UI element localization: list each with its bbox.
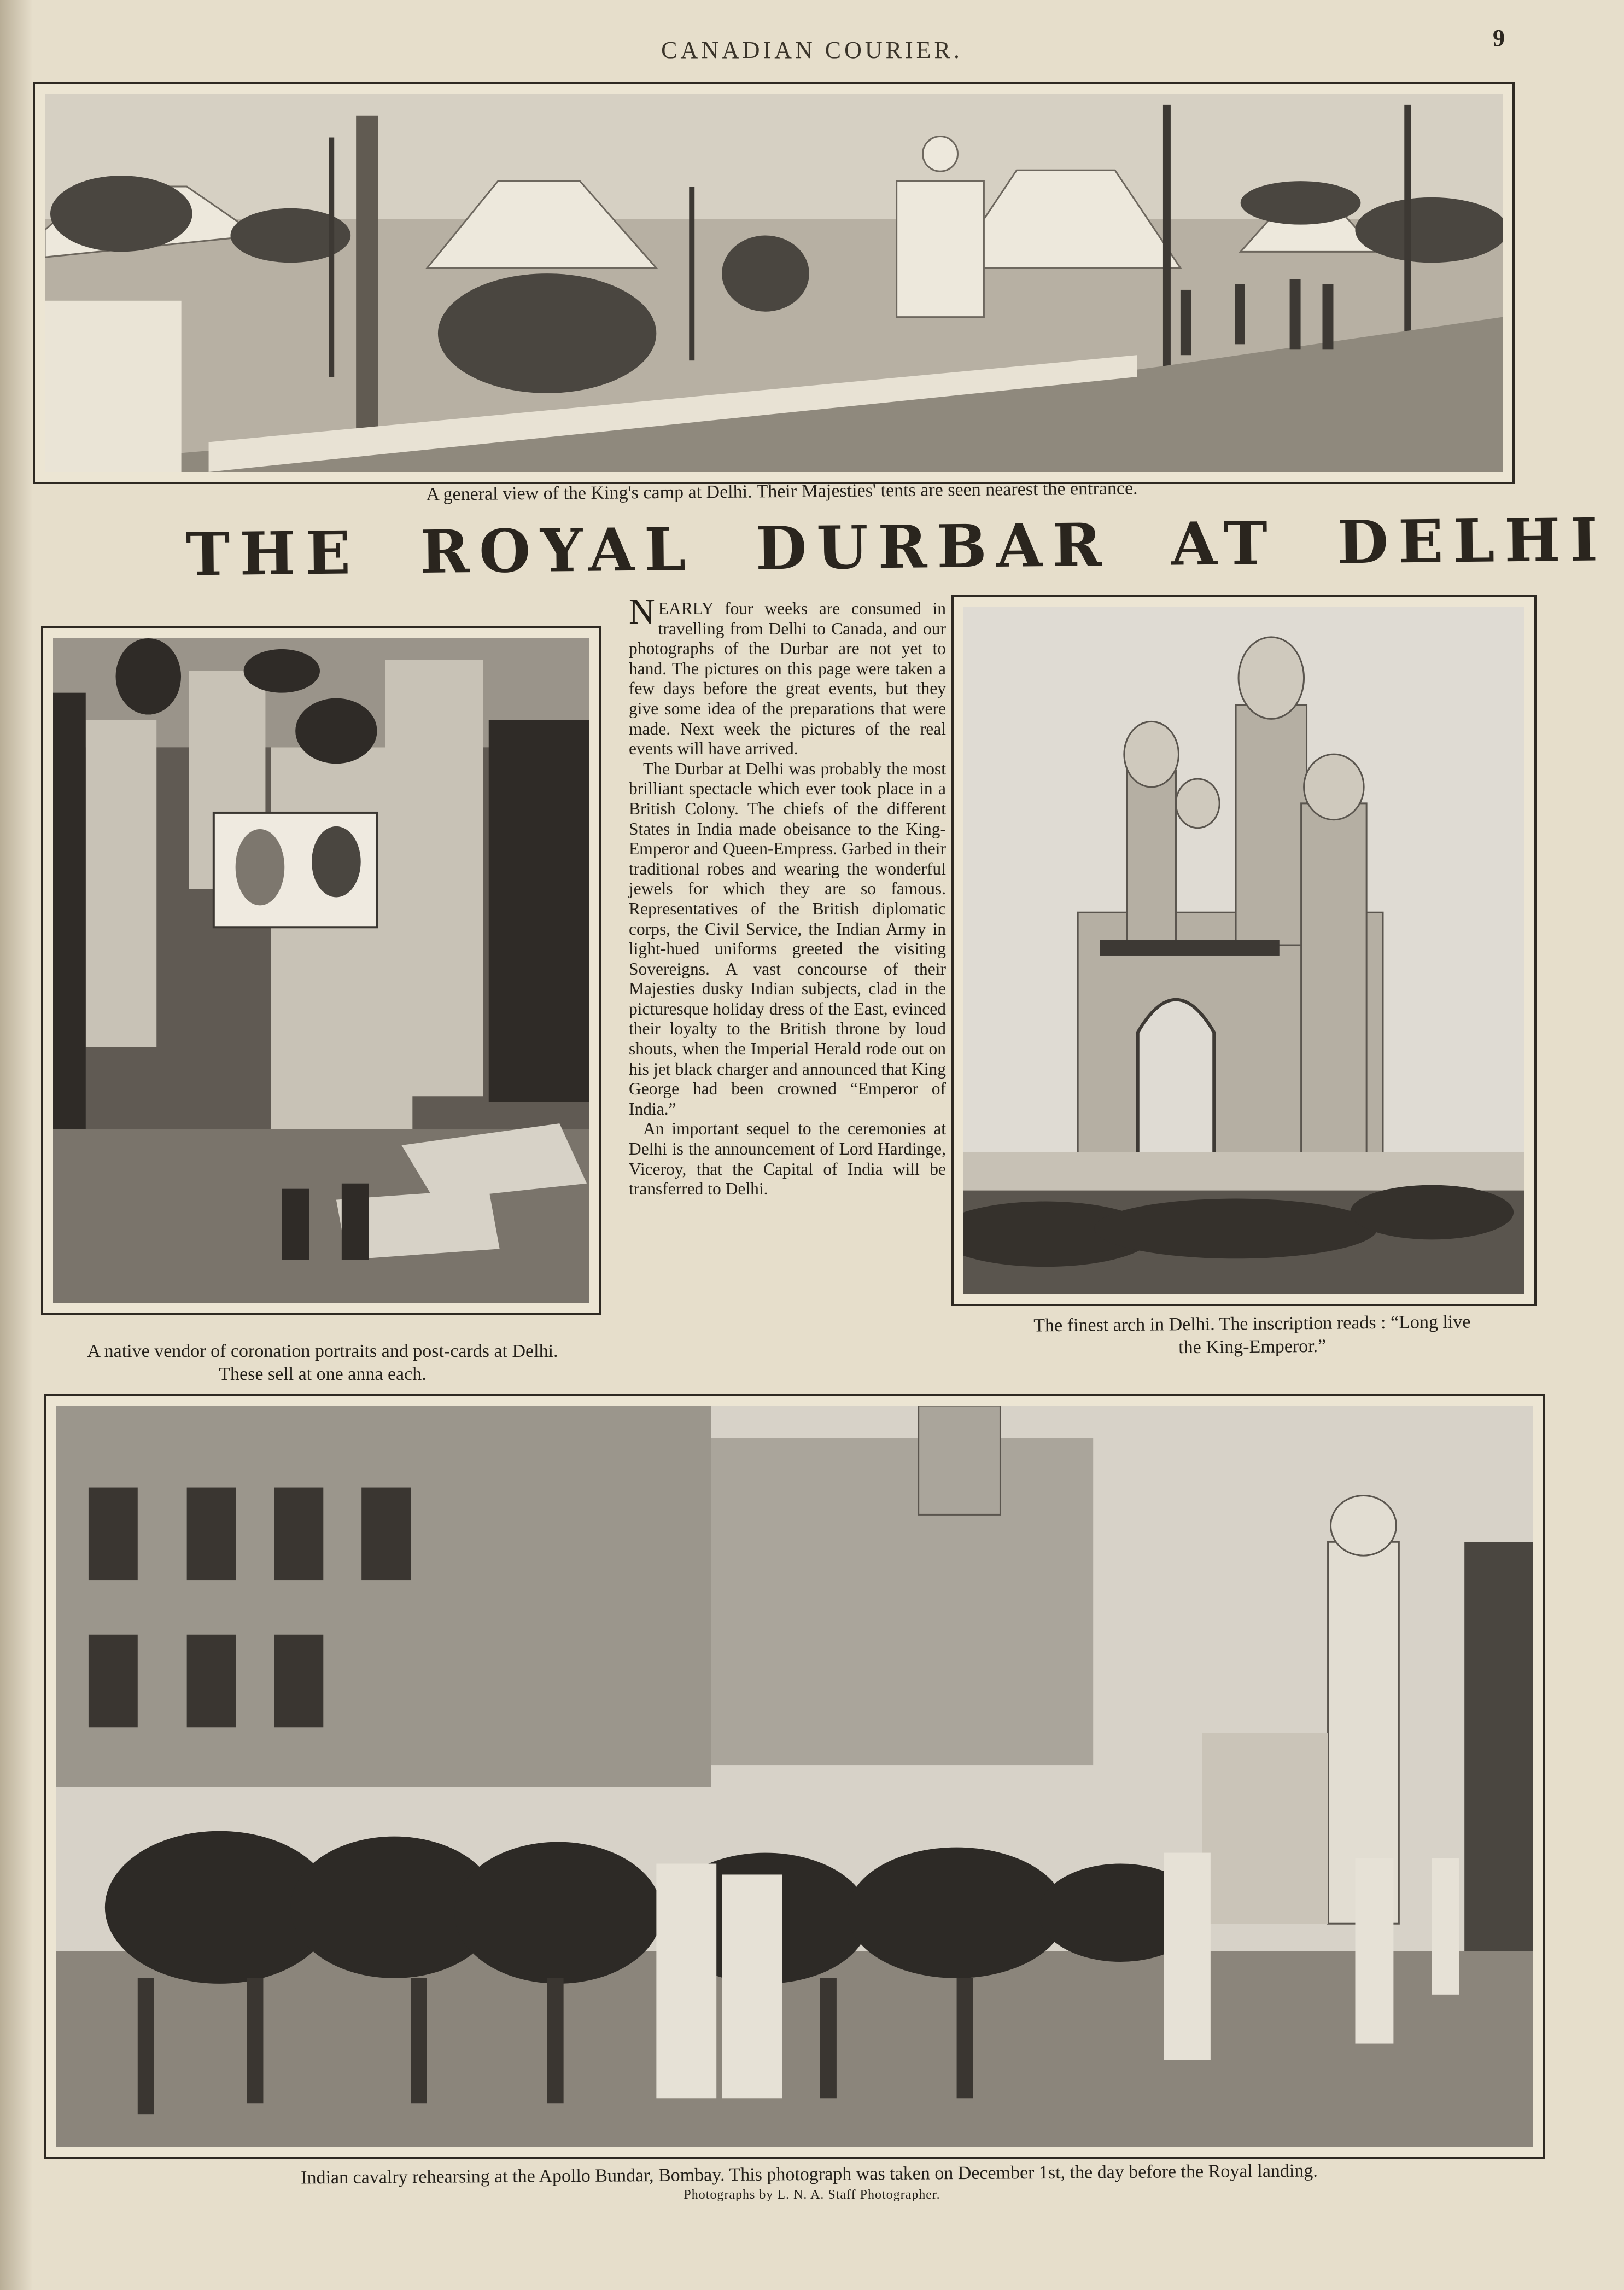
caption-indian-cavalry: Indian cavalry rehearsing at the Apollo Bundar, Bombay. This photograph was taken on December 1st, the day before the Royal landing.	[301, 2160, 1318, 2188]
caption-native-vendor-line2: These sell at one anna each.	[219, 1364, 427, 1384]
article-paragraph-2: The Durbar at Delhi was probably the most brilliant spectacle which ever took place in a British Colony. The chiefs of the different States in India made obeisance to the King-Emperor and Queen-Empress. Garbed in their traditional robes and wearing the wonderful jewels for which they are so famous. Representatives of the British diplomatic corps, the Civil Service, the Indian Army in light-hued uniforms greeted the visiting Sovereigns. A vast concourse of their Majesties dusky Indian subjects, clad in the picturesque holiday dress of the East, evinced their loyalty to the British throne by loud shouts, when the Imperial Herald rode out on his jet black charger and announced that King George had been crowned “Emperor of India.”	[629, 759, 946, 1118]
page-binding-shadow	[0, 0, 33, 2290]
caption-delhi-arch-line1: The finest arch in Delhi. The inscription reads : “Long live	[1033, 1312, 1471, 1336]
article-paragraph-3: An important sequel to the ceremonies at Delhi is the announcement of Lord Hardinge, Viceroy, that the Capital of India will be transferred to Delhi.	[629, 1119, 946, 1199]
photo-indian-cavalry	[44, 1394, 1545, 2159]
photo-credit: Photographs by L. N. A. Staff Photographer.	[684, 2188, 940, 2202]
photo-kings-camp	[33, 82, 1515, 484]
publication-header: CANADIAN COURIER.	[661, 37, 963, 63]
article-paragraph-1-text: EARLY four weeks are consumed in travelling from Delhi to Canada, and our photographs of the Durbar are not yet to hand. The pictures on this page were taken a few days before the great events, but they give some idea of the preparations that were made. Next week the pictures of the real events will have arrived.	[629, 599, 946, 759]
photo-native-vendor	[41, 626, 601, 1315]
caption-native-vendor-line1: A native vendor of coronation portraits and post-cards at Delhi.	[87, 1341, 558, 1361]
article-body	[629, 592, 946, 1199]
photo-kings-camp-image	[45, 94, 1503, 472]
caption-delhi-arch-line2: the King-Emperor.”	[1178, 1336, 1327, 1358]
photo-indian-cavalry-image	[56, 1406, 1533, 2147]
photo-delhi-arch-image	[963, 607, 1524, 1294]
caption-native-vendor	[44, 1340, 601, 1386]
article-dropcap: N	[629, 592, 655, 632]
article-paragraph-1	[629, 592, 946, 759]
photo-native-vendor-image	[53, 638, 589, 1303]
page-number: 9	[1493, 25, 1505, 51]
headline: THE ROYAL DURBAR AT DELHI	[185, 505, 1608, 590]
caption-delhi-arch	[968, 1310, 1537, 1361]
caption-kings-camp: A general view of the King's camp at Delhi. Their Majesties' tents are seen nearest the entrance.	[426, 478, 1138, 505]
photo-delhi-arch	[951, 595, 1537, 1306]
